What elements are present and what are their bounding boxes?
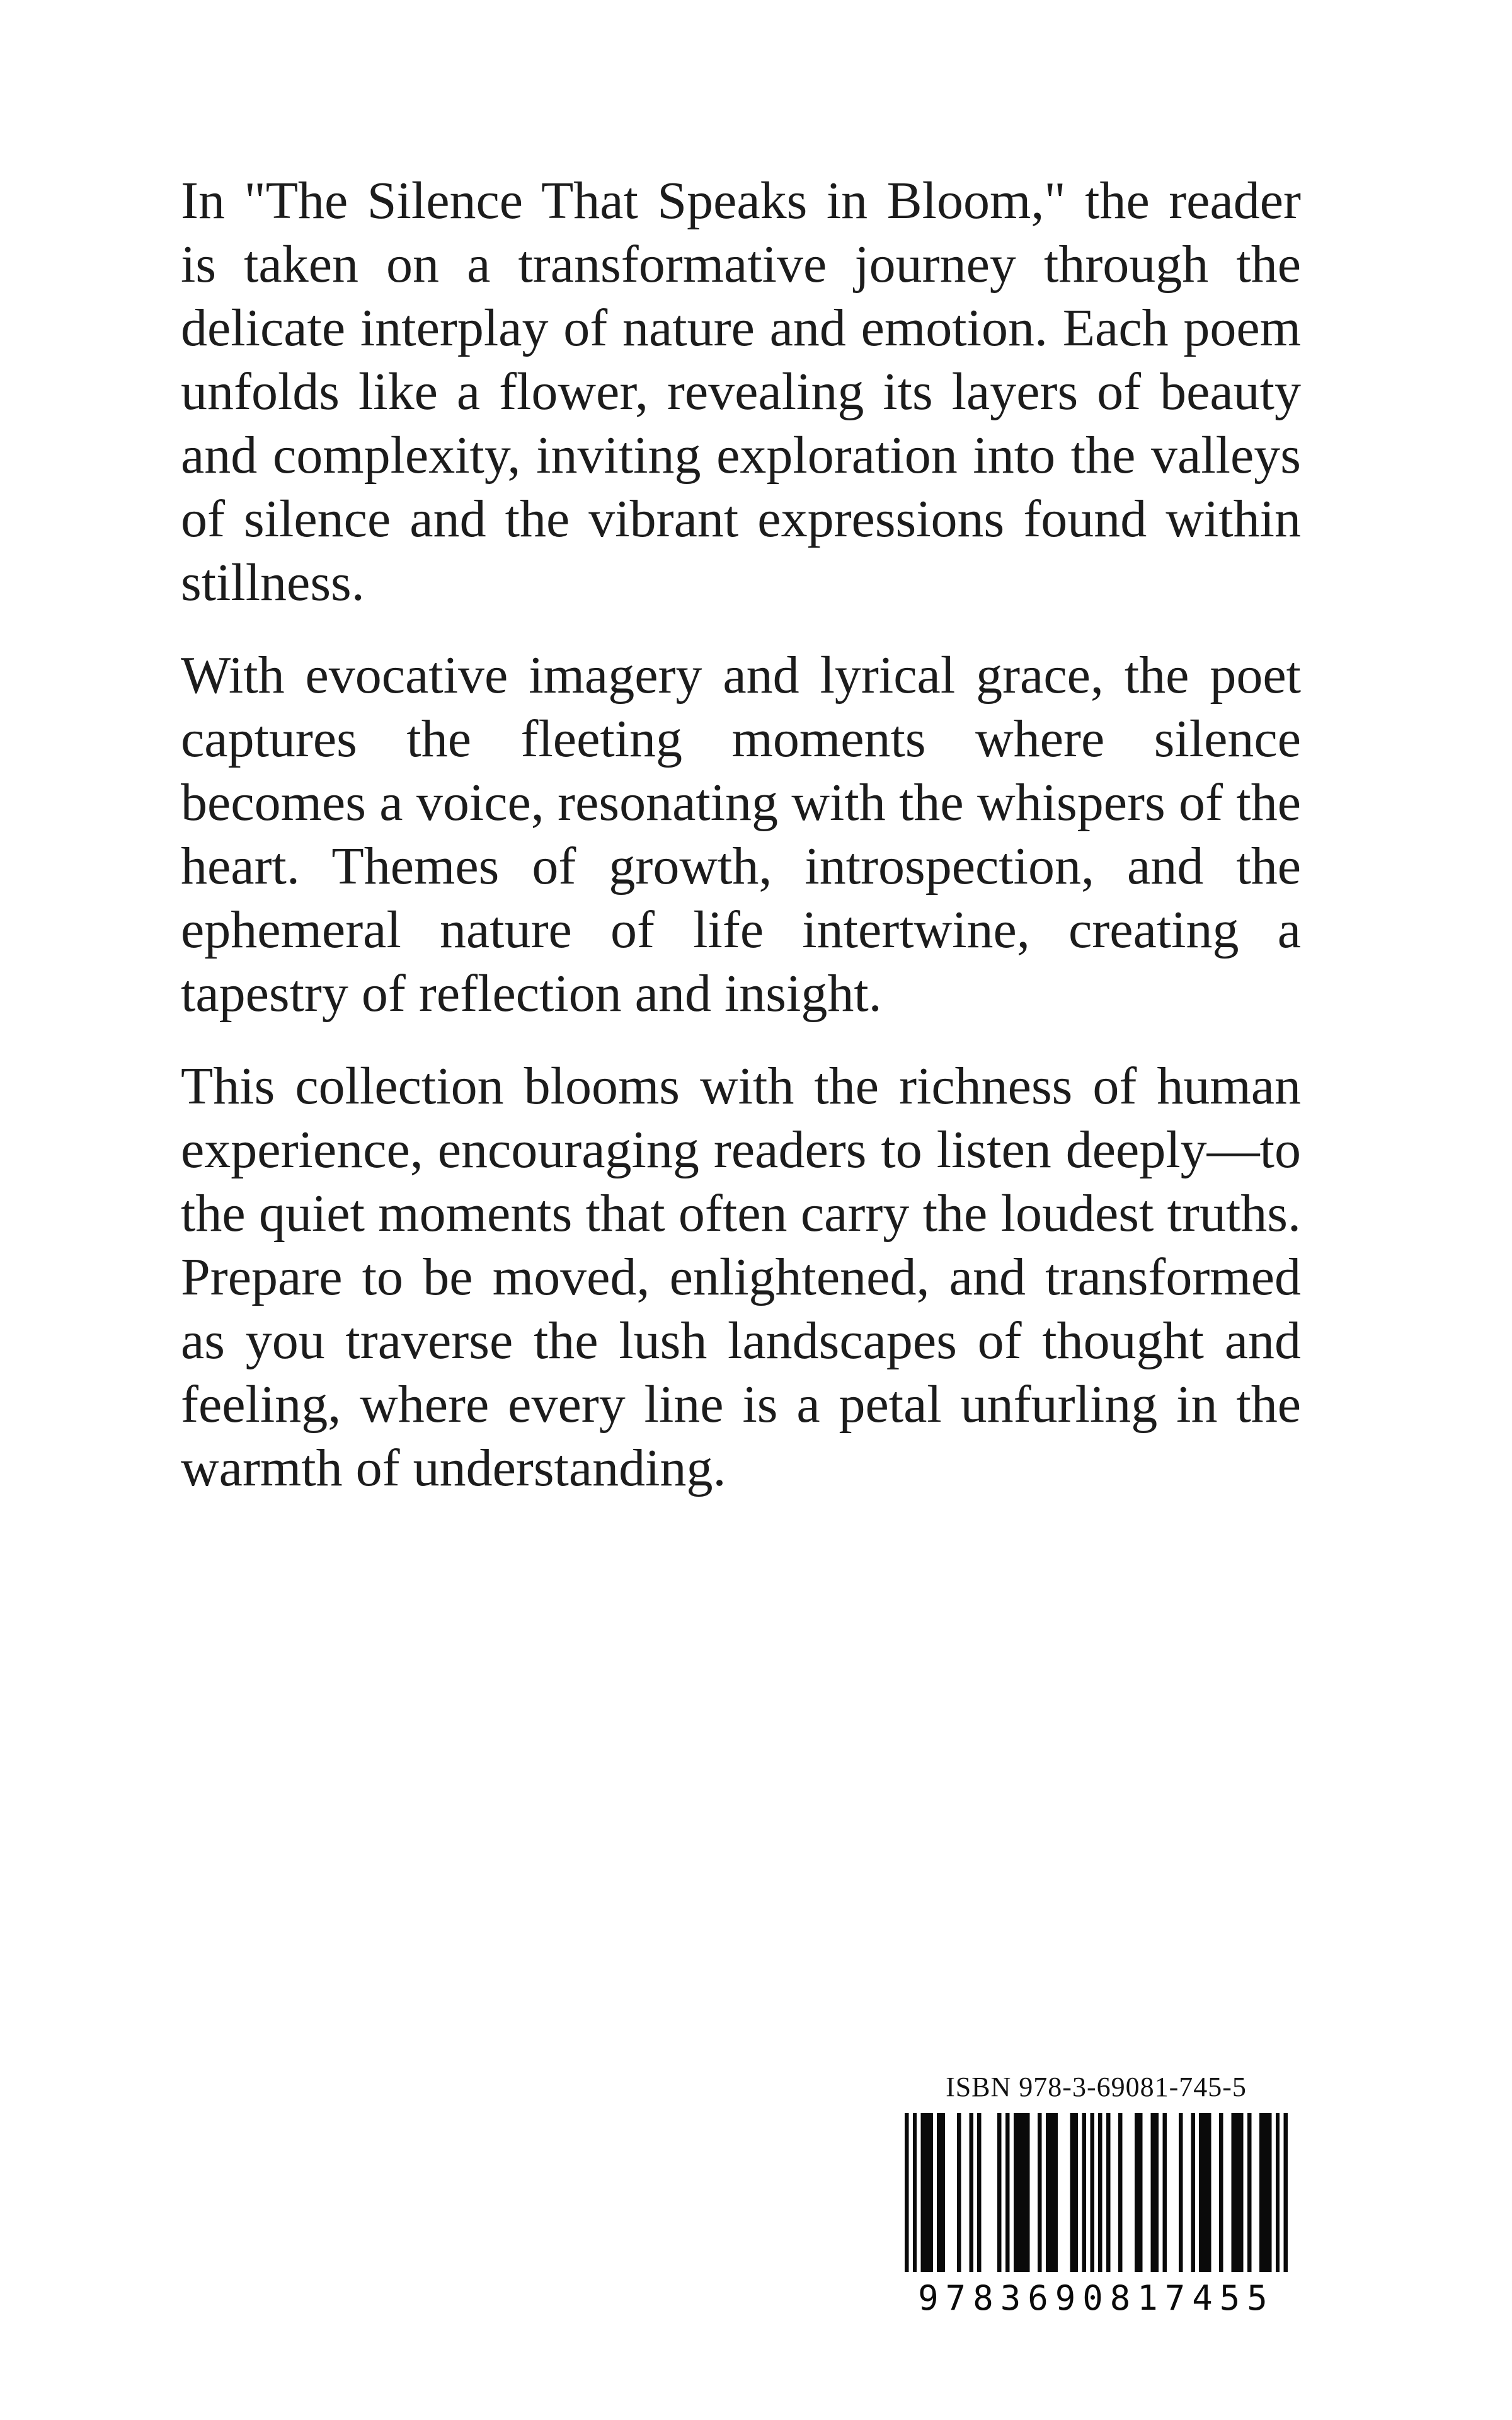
back-cover-blurb: [181, 169, 1301, 1529]
blurb-paragraph-1: In "The Silence That Speaks in Bloom," the reader is taken on a transformative journey through the delicate interplay of nature and emotion. Each poem unfolds like a flower, revealing its layers of beauty and complexity, inviting exploration into the valleys of silence and the vibrant expressions found within stillness.: [181, 171, 1301, 612]
barcode-digits: 9783690817455: [918, 2278, 1274, 2318]
isbn-barcode-block: [895, 2060, 1298, 2334]
blurb-paragraph-3: This collection blooms with the richness of human experience, encouraging readers to listen deeply—to the quiet moments that often carry the loudest truths. Prepare to be moved, enlightened, and transformed as you traverse the lush landscapes of thought and feeling, where every line is a petal unfurling in the warmth of understanding.: [181, 1057, 1301, 1497]
ean13-barcode: [905, 2113, 1288, 2272]
blurb-paragraph-2: With evocative imagery and lyrical grace, the poet captures the fleeting moments where silence becomes a voice, resonating with the whispers of the heart. Themes of growth, introspection, and the ephemeral nature of life intertwine, creating a tapestry of reflection and insight.: [181, 646, 1301, 1023]
isbn-label: ISBN 978-3-69081-745-5: [946, 2071, 1247, 2102]
